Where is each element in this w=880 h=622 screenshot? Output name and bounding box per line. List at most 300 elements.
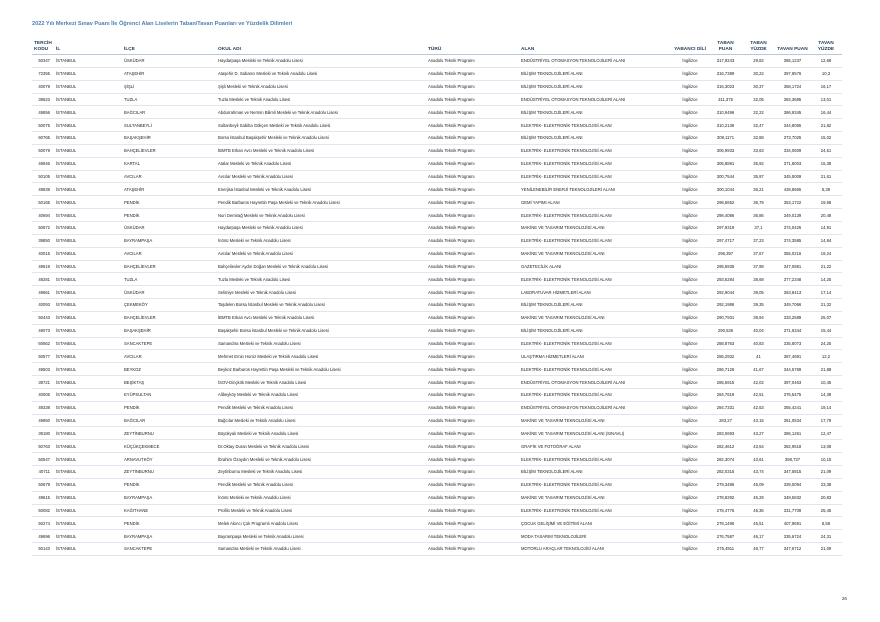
cell-il: İSTANBUL [54,401,122,414]
cell-turu: Anadolu Teknik Programı [426,350,519,363]
cell-taban-yuzde: 35,97 [742,170,775,183]
cell-ilce: TUZLA [122,273,216,286]
results-table [32,38,842,556]
cell-yabanci-dili: İngilizce [671,324,709,337]
header-turu: TÜRÜ [426,38,519,55]
cell-tercih-kodu: 50547 [32,453,54,466]
cell-il: İSTANBUL [54,299,122,312]
table-row [32,119,842,132]
cell-ilce: PENDİK [122,196,216,209]
cell-alan: BİLİŞİM TEKNOLOJİLERİ ALANI [519,466,671,479]
cell-okul-adi: İBMTB Erkan Avcı Mesleki ve Teknik Anadolu Lisesi [216,144,426,157]
cell-tercih-kodu: 49946 [32,157,54,170]
cell-tavan-yuzde: 21,61 [810,170,842,183]
cell-ilce: SANCAKTEPE [122,543,216,556]
cell-okul-adi: Alibeyköy Mesleki ve Teknik Anadolu Lisesi [216,388,426,401]
cell-tercih-kodu: 50763 [32,440,54,453]
cell-alan: MAKİNE VE TASARIM TEKNOLOJİSİ ALANI [519,414,671,427]
cell-turu: Anadolu Teknik Programı [426,221,519,234]
cell-turu: Anadolu Teknik Programı [426,337,519,350]
header-okul-adi: OKUL ADI [216,38,426,55]
cell-tavan-puan: 355,0216 [775,247,810,260]
cell-tavan-puan: 397,8576 [775,67,810,80]
cell-il: İSTANBUL [54,55,122,68]
cell-il: İSTANBUL [54,80,122,93]
cell-turu: Anadolu Teknik Programı [426,491,519,504]
cell-taban-puan: 300,1044 [709,183,742,196]
cell-alan: ELEKTRİK- ELEKTRONİK TEKNOLOJİSİ ALANI [519,363,671,376]
cell-il: İSTANBUL [54,453,122,466]
cell-turu: Anadolu Teknik Programı [426,80,519,93]
cell-tercih-kodu: 49661 [32,286,54,299]
cell-alan: MOTORLU ARAÇLAR TEKNOLOJİSİ ALANI [519,543,671,556]
cell-il: İSTANBUL [54,517,122,530]
cell-tercih-kodu: 50577 [32,350,54,363]
cell-tercih-kodu: 49615 [32,491,54,504]
cell-taban-yuzde: 45,29 [742,491,775,504]
cell-ilce: PENDİK [122,209,216,222]
cell-okul-adi: Tuzla Mesleki ve Teknik Anadolu Lisesi [216,93,426,106]
cell-turu: Anadolu Teknik Programı [426,388,519,401]
cell-tavan-puan: 371,6344 [775,324,810,337]
cell-ilce: BAHÇELİEVLER [122,311,216,324]
cell-tavan-puan: 353,1722 [775,196,810,209]
cell-il: İSTANBUL [54,183,122,196]
table-row [32,209,842,222]
cell-taban-puan: 316,3023 [709,80,742,93]
cell-yabanci-dili: İngilizce [671,350,709,363]
cell-il: İSTANBUL [54,350,122,363]
cell-tavan-yuzde: 15,44 [810,324,842,337]
cell-taban-yuzde: 43,74 [742,466,775,479]
cell-tercih-kodu: 49503 [32,363,54,376]
cell-tavan-puan: 374,0425 [775,221,810,234]
cell-tavan-yuzde: 21,09 [810,543,842,556]
table-row [32,337,842,350]
cell-tercih-kodu: 49950 [32,414,54,427]
cell-tavan-yuzde: 15,02 [810,132,842,145]
cell-ilce: TUZLA [122,93,216,106]
cell-tavan-puan: 347,5815 [775,466,810,479]
cell-alan: BİLİŞİM TEKNOLOJİLERİ ALANI [519,132,671,145]
cell-taban-yuzde: 32,47 [742,119,775,132]
cell-okul-adi: Haydarpaşa Mesleki ve Teknik Anadolu Lisesi [216,55,426,68]
cell-turu: Anadolu Teknik Programı [426,93,519,106]
cell-tavan-puan: 366,9345 [775,106,810,119]
cell-ilce: PENDİK [122,517,216,530]
cell-il: İSTANBUL [54,440,122,453]
cell-tavan-puan: 345,5009 [775,170,810,183]
cell-tavan-yuzde: 21,22 [810,260,842,273]
table-row [32,157,842,170]
cell-turu: Anadolu Teknik Programı [426,273,519,286]
table-row [32,183,842,196]
cell-okul-adi: Samandıra Mesleki ve Teknik Anadolu Lisesi [216,543,426,556]
cell-taban-puan: 298,4086 [709,209,742,222]
cell-tercih-kodu: 49619 [32,260,54,273]
cell-turu: Anadolu Teknik Programı [426,260,519,273]
cell-okul-adi: Samandıra Mesleki ve Teknik Anadolu Lisesi [216,337,426,350]
cell-turu: Anadolu Teknik Programı [426,144,519,157]
cell-okul-adi: Taşdelen Borsa İstanbul Mesleki ve Teknik Anadolu Lisesi [216,299,426,312]
cell-il: İSTANBUL [54,247,122,260]
cell-taban-puan: 297,4717 [709,234,742,247]
cell-yabanci-dili: İngilizce [671,221,709,234]
cell-yabanci-dili: İngilizce [671,183,709,196]
cell-yabanci-dili: İngilizce [671,376,709,389]
cell-il: İSTANBUL [54,260,122,273]
cell-taban-yuzde: 30,22 [742,67,775,80]
cell-yabanci-dili: İngilizce [671,93,709,106]
cell-okul-adi: Nuri Demirağ Mesleki ve Teknik Anadolu Lisesi [216,209,426,222]
cell-okul-adi: Melek Akıncı Çok Programlı Anadolu Lisesi [216,517,426,530]
cell-okul-adi: Profilo Mesleki ve Teknik Anadolu Lisesi [216,504,426,517]
cell-ilce: EYÜPSULTAN [122,388,216,401]
cell-tavan-yuzde: 8,58 [810,517,842,530]
cell-okul-adi: Abdurrahman ve Nermin Bilimli Mesleki ve Teknik Anadolu Lisesi [216,106,426,119]
cell-taban-puan: 275,4911 [709,543,742,556]
cell-ilce: PENDİK [122,478,216,491]
cell-ilce: AVCILAR [122,350,216,363]
table-row [32,440,842,453]
cell-turu: Anadolu Teknik Programı [426,414,519,427]
table-row [32,401,842,414]
cell-ilce: BAYRAMPAŞA [122,491,216,504]
cell-tercih-kodu: 49073 [32,324,54,337]
cell-alan: GEMİ YAPIMI ALANI [519,196,671,209]
cell-yabanci-dili: İngilizce [671,517,709,530]
cell-yabanci-dili: İngilizce [671,119,709,132]
cell-okul-adi: Haydarpaşa Mesleki ve Teknik Anadolu Lisesi [216,221,426,234]
cell-tercih-kodu: 49856 [32,106,54,119]
cell-yabanci-dili: İngilizce [671,491,709,504]
header-tavan-puan: TAVAN PUAN [775,38,810,55]
cell-okul-adi: Başakşehir Borsa İstanbul Mesleki ve Teknik Anadolu Lisesi [216,324,426,337]
table-row [32,55,842,68]
cell-tercih-kodu: 49281 [32,273,54,286]
table-row [32,427,842,440]
cell-tercih-kodu: 50082 [32,504,54,517]
cell-tercih-kodu: 40711 [32,466,54,479]
cell-yabanci-dili: İngilizce [671,106,709,119]
cell-taban-puan: 298,5652 [709,196,742,209]
table-row [32,517,842,530]
cell-ilce: ÇEKMEKÖY [122,299,216,312]
cell-taban-yuzde: 45,51 [742,517,775,530]
cell-alan: MAKİNE VE TASARIM TEKNOLOJİSİ ALANI (SINAVLI) [519,427,671,440]
cell-taban-yuzde: 43,15 [742,414,775,427]
cell-alan: ELEKTRİK- ELEKTRONİK TEKNOLOJİSİ ALANI [519,234,671,247]
cell-tavan-puan: 334,0609 [775,144,810,157]
cell-ilce: BAYRAMPAŞA [122,234,216,247]
cell-tavan-puan: 347,5712 [775,543,810,556]
cell-okul-adi: Pendik Mesleki ve Teknik Anadolu Lisesi [216,478,426,491]
cell-turu: Anadolu Teknik Programı [426,157,519,170]
cell-alan: ELEKTRİK- ELEKTRONİK TEKNOLOJİSİ ALANI [519,388,671,401]
cell-taban-puan: 317,9243 [709,55,742,68]
cell-il: İSTANBUL [54,106,122,119]
cell-alan: ELEKTRİK- ELEKTRONİK TEKNOLOJİSİ ALANI [519,478,671,491]
cell-ilce: ATAŞEHİR [122,183,216,196]
cell-alan: ELEKTRİK- ELEKTRONİK TEKNOLOJİSİ ALANI [519,337,671,350]
cell-okul-adi: Avcılar Mesleki ve Teknik Anadolu Lisesi [216,170,426,183]
cell-tavan-puan: 331,7708 [775,504,810,517]
cell-ilce: KAĞITHANE [122,504,216,517]
cell-tavan-yuzde: 21,32 [810,299,842,312]
cell-ilce: BAŞAKŞEHİR [122,324,216,337]
cell-ilce: ÜSKÜDAR [122,286,216,299]
cell-turu: Anadolu Teknik Programı [426,543,519,556]
cell-il: İSTANBUL [54,144,122,157]
cell-okul-adi: Ataşehir D. Sabancı Mesleki ve Teknik Anadolu Lisesi [216,67,426,80]
cell-ilce: ATAŞEHİR [122,67,216,80]
cell-yabanci-dili: İngilizce [671,478,709,491]
cell-il: İSTANBUL [54,427,122,440]
cell-ilce: BAĞCILAR [122,414,216,427]
cell-taban-puan: 278,1495 [709,517,742,530]
cell-yabanci-dili: İngilizce [671,299,709,312]
cell-tavan-puan: 349,0139 [775,209,810,222]
cell-tavan-yuzde: 16,17 [810,80,842,93]
cell-il: İSTANBUL [54,504,122,517]
cell-tavan-yuzde: 12,2 [810,350,842,363]
header-alan: ALAN [519,38,671,55]
table-row [32,414,842,427]
cell-taban-yuzde: 39,94 [742,311,775,324]
cell-tavan-puan: 377,2348 [775,273,810,286]
cell-yabanci-dili: İngilizce [671,234,709,247]
cell-tercih-kodu: 39850 [32,234,54,247]
cell-yabanci-dili: İngilizce [671,260,709,273]
cell-tercih-kodu: 50143 [32,543,54,556]
cell-turu: Anadolu Teknik Programı [426,196,519,209]
cell-tavan-yuzde: 21,82 [810,119,842,132]
cell-il: İSTANBUL [54,286,122,299]
cell-taban-yuzde: 37,67 [742,247,775,260]
cell-turu: Anadolu Teknik Programı [426,183,519,196]
cell-taban-puan: 282,3074 [709,453,742,466]
cell-turu: Anadolu Teknik Programı [426,119,519,132]
cell-taban-yuzde: 45,09 [742,478,775,491]
cell-tercih-kodu: 49338 [32,401,54,414]
table-row [32,453,842,466]
cell-tavan-yuzde: 14,91 [810,221,842,234]
cell-alan: MAKİNE VE TASARIM TEKNOLOJİSİ ALANI [519,247,671,260]
cell-tavan-yuzde: 12,47 [810,427,842,440]
cell-taban-puan: 305,8891 [709,157,742,170]
cell-ilce: BEYKOZ [122,363,216,376]
cell-taban-yuzde: 40,04 [742,324,775,337]
cell-tavan-puan: 385,1237 [775,55,810,68]
table-body [32,55,842,556]
cell-taban-yuzde: 45,36 [742,504,775,517]
cell-taban-yuzde: 43,27 [742,427,775,440]
cell-okul-adi: Beykoz Barbaros Hayrettin Paşa Mesleki ve Teknik Anadolu Lisesi [216,363,426,376]
cell-okul-adi: Borsa İstanbul Başakşehir Mesleki ve Teknik Anadolu Lisesi [216,132,426,145]
cell-okul-adi: Bahçelievler Aydın Doğan Mesleki ve Teknik Anadolu Lisesi [216,260,426,273]
header-taban-yuzde: TABAN YÜZDE [742,38,775,55]
cell-ilce: BAHÇELİEVLER [122,144,216,157]
cell-tercih-kodu: 40006 [32,388,54,401]
cell-tercih-kodu: 39623 [32,93,54,106]
cell-yabanci-dili: İngilizce [671,466,709,479]
table-row [32,132,842,145]
cell-yabanci-dili: İngilizce [671,543,709,556]
cell-turu: Anadolu Teknik Programı [426,517,519,530]
cell-ilce: AVCILAR [122,247,216,260]
cell-taban-puan: 286,7126 [709,363,742,376]
cell-tavan-yuzde: 17,79 [810,414,842,427]
cell-ilce: KARTAL [122,157,216,170]
cell-tavan-yuzde: 24,31 [810,530,842,543]
cell-turu: Anadolu Teknik Programı [426,67,519,80]
cell-tercih-kodu: 50347 [32,55,54,68]
cell-alan: MAKİNE VE TASARIM TEKNOLOJİSİ ALANI [519,491,671,504]
cell-il: İSTANBUL [54,67,122,80]
table-row [32,491,842,504]
cell-okul-adi: Selimiye Mesleki ve Teknik Anadolu Lisesi [216,286,426,299]
table-row [32,530,842,543]
cell-taban-yuzde: 36,21 [742,183,775,196]
cell-alan: ELEKTRİK- ELEKTRONİK TEKNOLOJİSİ ALANI [519,119,671,132]
cell-yabanci-dili: İngilizce [671,453,709,466]
cell-turu: Anadolu Teknik Programı [426,466,519,479]
cell-yabanci-dili: İngilizce [671,504,709,517]
cell-alan: BİLİŞİM TEKNOLOJİLERİ ALANI [519,299,671,312]
cell-okul-adi: Atalar Mesleki ve Teknik Anadolu Lisesi [216,157,426,170]
cell-il: İSTANBUL [54,414,122,427]
table-row [32,221,842,234]
cell-okul-adi: Avcılar Mesleki ve Teknik Anadolu Lisesi [216,247,426,260]
cell-taban-yuzde: 37,1 [742,221,775,234]
cell-okul-adi: Enerjisa İstanbul Mesleki ve Teknik Anadolu Lisesi [216,183,426,196]
cell-okul-adi: Tuzla Mesleki ve Teknik Anadolu Lisesi [216,273,426,286]
table-row [32,234,842,247]
cell-tercih-kodu: 39721 [32,376,54,389]
cell-tavan-puan: 339,0094 [775,478,810,491]
cell-taban-yuzde: 30,37 [742,80,775,93]
cell-il: İSTANBUL [54,530,122,543]
table-row [32,299,842,312]
table-row [32,273,842,286]
header-il: İL [54,38,122,55]
cell-taban-puan: 284,7619 [709,388,742,401]
header-yabanci-dili: YABANCI DİLİ [671,38,709,55]
cell-turu: Anadolu Teknik Programı [426,401,519,414]
cell-yabanci-dili: İngilizce [671,273,709,286]
cell-taban-yuzde: 42,02 [742,376,775,389]
cell-alan: ELEKTRİK- ELEKTRONİK TEKNOLOJİSİ ALANI [519,157,671,170]
cell-il: İSTANBUL [54,157,122,170]
cell-tercih-kodu: 50672 [32,221,54,234]
cell-okul-adi: Büyükyalı Mesleki ve Teknik Anadolu Lisesi [216,427,426,440]
cell-taban-yuzde: 32,22 [742,106,775,119]
cell-tavan-puan: 335,6724 [775,530,810,543]
cell-il: İSTANBUL [54,311,122,324]
table-row [32,67,842,80]
table-row [32,504,842,517]
header-tavan-yuzde: TAVAN YÜZDE [810,38,842,55]
cell-ilce: KÜÇÜKÇEKMECE [122,440,216,453]
cell-tercih-kodu: 49696 [32,530,54,543]
cell-alan: ENDÜSTRİYEL OTOMASYON TEKNOLOJİLERİ ALANI [519,55,671,68]
cell-taban-puan: 285,5915 [709,376,742,389]
cell-taban-yuzde: 46,17 [742,530,775,543]
cell-taban-yuzde: 32,05 [742,93,775,106]
table-row [32,286,842,299]
table-row [32,80,842,93]
cell-yabanci-dili: İngilizce [671,440,709,453]
cell-il: İSTANBUL [54,491,122,504]
cell-tercih-kodu: 50165 [32,196,54,209]
cell-tavan-puan: 428,8665 [775,183,810,196]
cell-okul-adi: Zeytinburnu Mesleki ve Teknik Anadolu Lisesi [216,466,426,479]
table-row [32,543,842,556]
cell-il: İSTANBUL [54,543,122,556]
cell-alan: LABORATUVAR HİZMETLERİ ALANI [519,286,671,299]
cell-okul-adi: İBMTB Erkan Avcı Mesleki ve Teknik Anadolu Lisesi [216,311,426,324]
cell-il: İSTANBUL [54,337,122,350]
cell-tavan-puan: 344,8065 [775,119,810,132]
cell-tercih-kodu: 60662 [32,337,54,350]
cell-okul-adi: İbrahim Özaydın Mesleki ve Teknik Anadolu Lisesi [216,453,426,466]
cell-ilce: SULTANBEYLİ [122,119,216,132]
cell-ilce: BEŞİKTAŞ [122,376,216,389]
page-title: 2022 Yılı Merkezi Sınav Puanı İle Öğrenci Alan Liselerin Taban/Tavan Puanları ve Yüzdelik Dilimleri [32,21,293,27]
cell-turu: Anadolu Teknik Programı [426,311,519,324]
cell-taban-yuzde: 29,82 [742,55,775,68]
cell-alan: ELEKTRİK- ELEKTRONİK TEKNOLOJİSİ ALANI [519,209,671,222]
cell-tavan-yuzde: 24,25 [810,337,842,350]
cell-ilce: ÜSKÜDAR [122,221,216,234]
cell-tercih-kodu: 49839 [32,183,54,196]
cell-tavan-yuzde: 12,66 [810,55,842,68]
cell-okul-adi: Şişli Mesleki ve Teknik Anadolu Lisesi [216,80,426,93]
cell-tercih-kodu: 39180 [32,427,54,440]
cell-tavan-yuzde: 25,07 [810,311,842,324]
cell-tavan-yuzde: 19,14 [810,401,842,414]
cell-taban-yuzde: 37,23 [742,234,775,247]
cell-ilce: BAĞCILAR [122,106,216,119]
table-row [32,196,842,209]
cell-il: İSTANBUL [54,209,122,222]
cell-turu: Anadolu Teknik Programı [426,106,519,119]
cell-tavan-puan: 382,9518 [775,440,810,453]
cell-taban-yuzde: 36,86 [742,209,775,222]
cell-il: İSTANBUL [54,363,122,376]
cell-il: İSTANBUL [54,466,122,479]
cell-il: İSTANBUL [54,273,122,286]
cell-yabanci-dili: İngilizce [671,337,709,350]
table-row [32,478,842,491]
cell-taban-yuzde: 33,63 [742,144,775,157]
cell-taban-yuzde: 36,79 [742,196,775,209]
cell-taban-puan: 297,9319 [709,221,742,234]
cell-taban-puan: 282,4612 [709,440,742,453]
cell-alan: BİLİŞİM TEKNOLOJİLERİ ALANI [519,67,671,80]
cell-taban-yuzde: 42,51 [742,388,775,401]
cell-taban-puan: 310,2136 [709,119,742,132]
cell-taban-yuzde: 39,05 [742,286,775,299]
cell-tercih-kodu: 50105 [32,170,54,183]
table-row [32,106,842,119]
cell-tavan-puan: 363,8413 [775,286,810,299]
cell-alan: ELEKTRİK- ELEKTRONİK TEKNOLOJİSİ ALANI [519,170,671,183]
cell-il: İSTANBUL [54,119,122,132]
cell-okul-adi: İnönü Mesleki ve Teknik Anadolu Lisesi [216,491,426,504]
cell-alan: MODA TASARIM TEKNOLOJİLERİ [519,530,671,543]
cell-tavan-yuzde: 24,51 [810,144,842,157]
